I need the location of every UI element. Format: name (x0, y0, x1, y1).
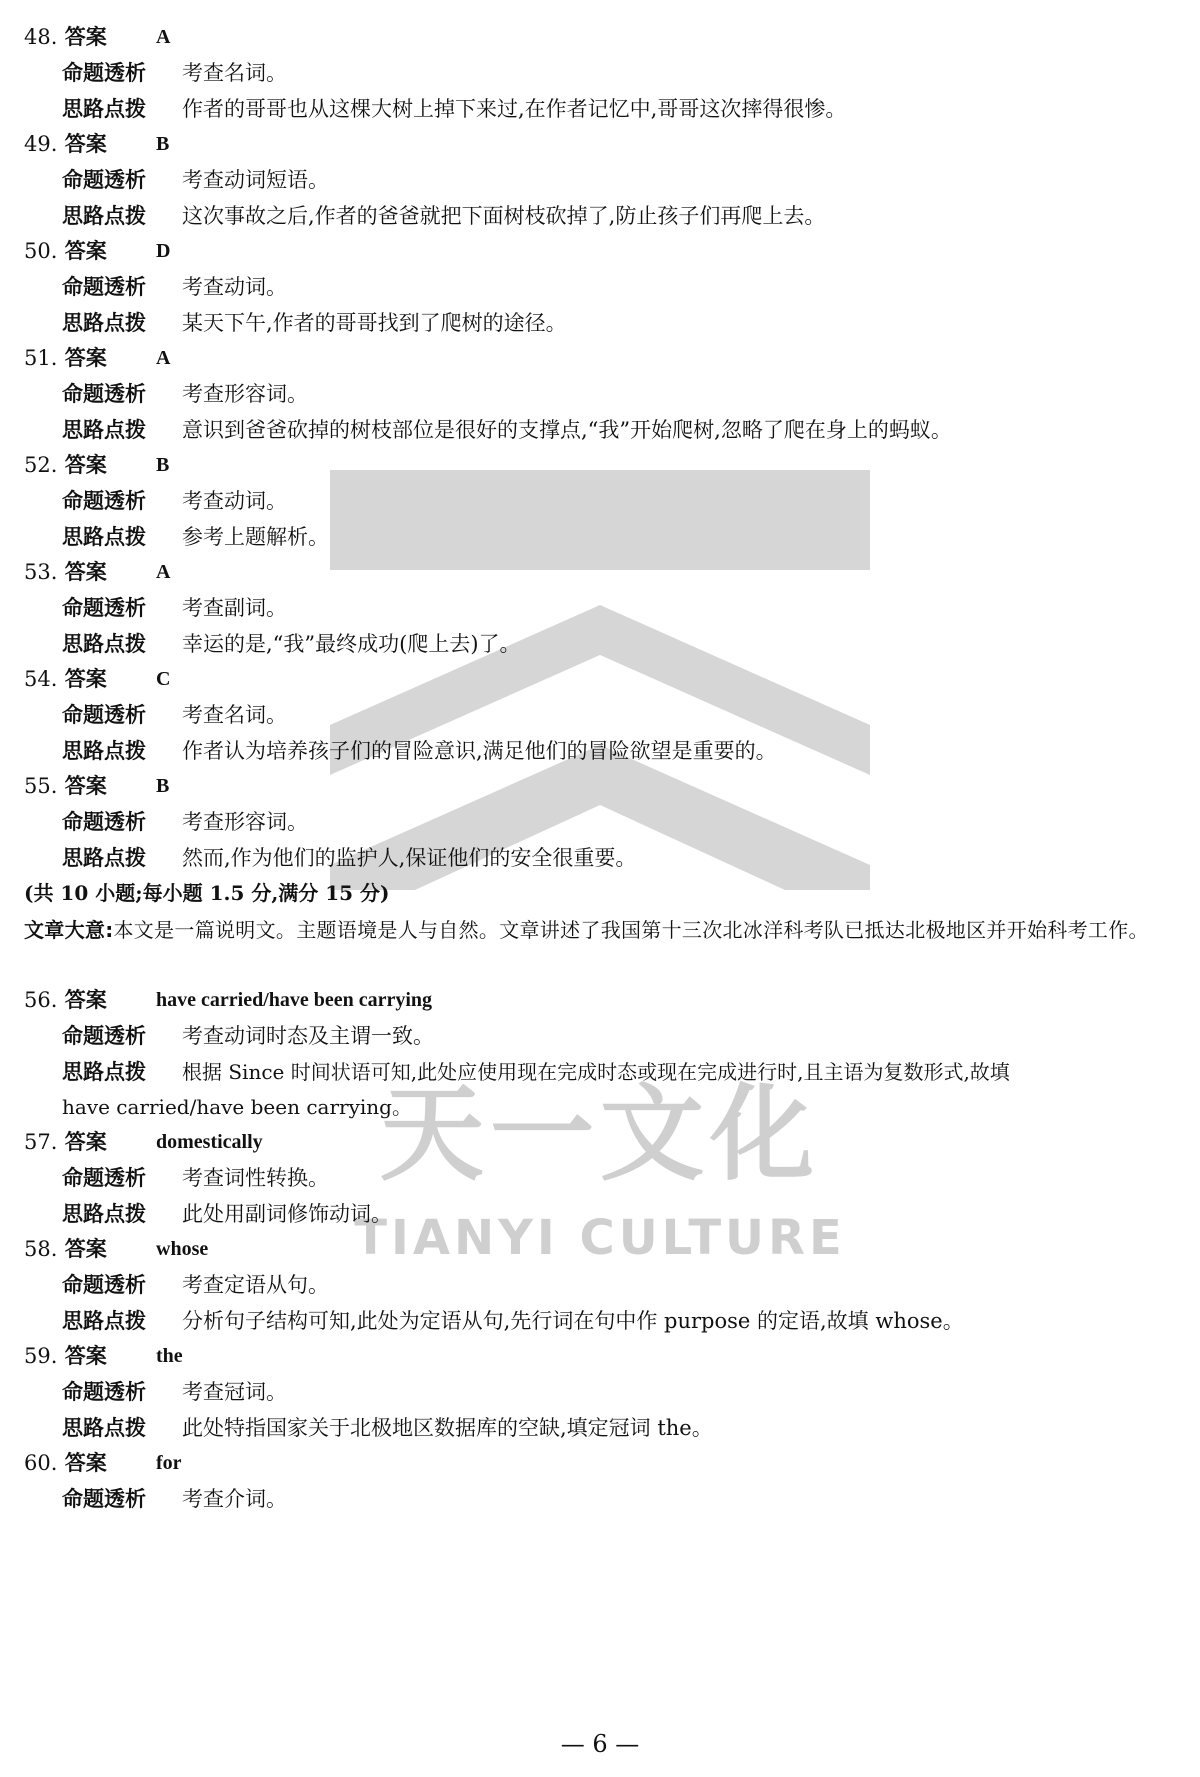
answer-value: B (156, 775, 170, 797)
question-49: 49. 答案 B (24, 129, 107, 159)
analysis-text: 考查动词短语。 (182, 168, 329, 192)
analysis-label: 命题透析 (62, 275, 146, 299)
watermark-chinese-text: 天一文化 (379, 1073, 820, 1195)
hint-label: 思路点拨 (62, 311, 146, 335)
answer-value: D (156, 240, 171, 262)
analysis-label: 命题透析 (62, 1487, 146, 1511)
hint-label: 思路点拨 (62, 1060, 146, 1084)
analysis-label: 命题透析 (62, 489, 146, 513)
answer-value: B (156, 454, 170, 476)
hint-text: 作者认为培养孩子们的冒险意识,满足他们的冒险欲望是重要的。 (182, 739, 777, 763)
question-53: 53. 答案 A (24, 557, 107, 587)
hint-text: 参考上题解析。 (182, 525, 329, 549)
analysis-label: 命题透析 (62, 168, 146, 192)
analysis-label: 命题透析 (62, 382, 146, 406)
summary-label: 文章大意: (24, 918, 114, 942)
analysis-text: 考查动词时态及主谓一致。 (182, 1024, 434, 1048)
hint-label: 思路点拨 (62, 204, 146, 228)
question-57: 57. 答案 domestically (24, 1127, 107, 1157)
answer-value: A (156, 26, 171, 48)
question-51: 51. 答案 A (24, 343, 107, 373)
hint-label: 思路点拨 (62, 1202, 146, 1226)
question-50: 50. 答案 D (24, 236, 107, 266)
analysis-label: 命题透析 (62, 1273, 146, 1297)
analysis-text: 考查冠词。 (182, 1380, 287, 1404)
hint-label: 思路点拨 (62, 632, 146, 656)
analysis-label: 命题透析 (62, 1380, 146, 1404)
watermark-logo (330, 470, 870, 890)
analysis-label: 命题透析 (62, 1024, 146, 1048)
hint-label: 思路点拨 (62, 739, 146, 763)
section-header: (共 10 小题;每小题 1.5 分,满分 15 分) (24, 881, 390, 905)
analysis-text: 考查动词。 (182, 275, 287, 299)
hint-text: 此处特指国家关于北极地区数据库的空缺,填定冠词 the。 (182, 1416, 713, 1440)
hint-text-continued: have carried/have been carrying。 (62, 1095, 412, 1119)
analysis-text: 考查形容词。 (182, 382, 308, 406)
answer-value: A (156, 561, 171, 583)
answer-value: for (156, 1452, 182, 1474)
analysis-text: 考查介词。 (182, 1487, 287, 1511)
question-48: 48. 答案 A (24, 22, 107, 52)
answer-value: B (156, 133, 170, 155)
page-number: — 6 — (560, 1730, 640, 1758)
hint-label: 思路点拨 (62, 846, 146, 870)
hint-label: 思路点拨 (62, 1309, 146, 1333)
analysis-label: 命题透析 (62, 1166, 146, 1190)
hint-text: 幸运的是,“我”最终成功(爬上去)了。 (182, 632, 521, 656)
question-58: 58. 答案 whose (24, 1234, 107, 1264)
analysis-label: 命题透析 (62, 596, 146, 620)
question-60: 60. 答案 for (24, 1448, 107, 1478)
hint-label: 思路点拨 (62, 97, 146, 121)
analysis-text: 考查名词。 (182, 703, 287, 727)
answer-value: whose (156, 1238, 209, 1260)
watermark-english-text: TIANYI CULTURE (354, 1210, 846, 1266)
hint-label: 思路点拨 (62, 525, 146, 549)
hint-text: 此处用副词修饰动词。 (182, 1202, 392, 1226)
answer-value: domestically (156, 1131, 263, 1153)
question-56: 56. 答案 have carried/have been carrying (24, 985, 107, 1015)
question-59: 59. 答案 the (24, 1341, 107, 1371)
question-55: 55. 答案 B (24, 771, 107, 801)
hint-text: 意识到爸爸砍掉的树枝部位是很好的支撑点,“我”开始爬树,忽略了爬在身上的蚂蚁。 (182, 418, 952, 442)
hint-label: 思路点拨 (62, 418, 146, 442)
analysis-text: 考查形容词。 (182, 810, 308, 834)
analysis-text: 考查名词。 (182, 61, 287, 85)
hint-text: 然而,作为他们的监护人,保证他们的安全很重要。 (182, 846, 637, 870)
question-54: 54. 答案 C (24, 664, 107, 694)
analysis-text: 考查动词。 (182, 489, 287, 513)
answer-value: C (156, 668, 171, 690)
question-52: 52. 答案 B (24, 450, 107, 480)
analysis-text: 考查词性转换。 (182, 1166, 329, 1190)
article-summary (24, 913, 1174, 948)
hint-label: 思路点拨 (62, 1416, 146, 1440)
hint-text: 作者的哥哥也从这棵大树上掉下来过,在作者记忆中,哥哥这次摔得很惨。 (182, 97, 847, 121)
analysis-text: 考查副词。 (182, 596, 287, 620)
answer-value: have carried/have been carrying (156, 989, 433, 1011)
analysis-label: 命题透析 (62, 810, 146, 834)
analysis-label: 命题透析 (62, 61, 146, 85)
answer-value: the (156, 1345, 183, 1367)
hint-text: 根据 Since 时间状语可知,此处应使用现在完成时态或现在完成进行时,且主语为复数形式,故填 (182, 1060, 1010, 1084)
hint-text: 这次事故之后,作者的爸爸就把下面树枝砍掉了,防止孩子们再爬上去。 (182, 204, 826, 228)
summary-text: 本文是一篇说明文。主题语境是人与自然。文章讲述了我国第十三次北冰洋科考队已抵达北极地区并开始科考工作。 (113, 918, 1149, 942)
hint-text: 某天下午,作者的哥哥找到了爬树的途径。 (182, 311, 567, 335)
analysis-label: 命题透析 (62, 703, 146, 727)
hint-text: 分析句子结构可知,此处为定语从句,先行词在句中作 purpose 的定语,故填 whose。 (182, 1309, 964, 1333)
analysis-text: 考查定语从句。 (182, 1273, 329, 1297)
answer-value: A (156, 347, 171, 369)
